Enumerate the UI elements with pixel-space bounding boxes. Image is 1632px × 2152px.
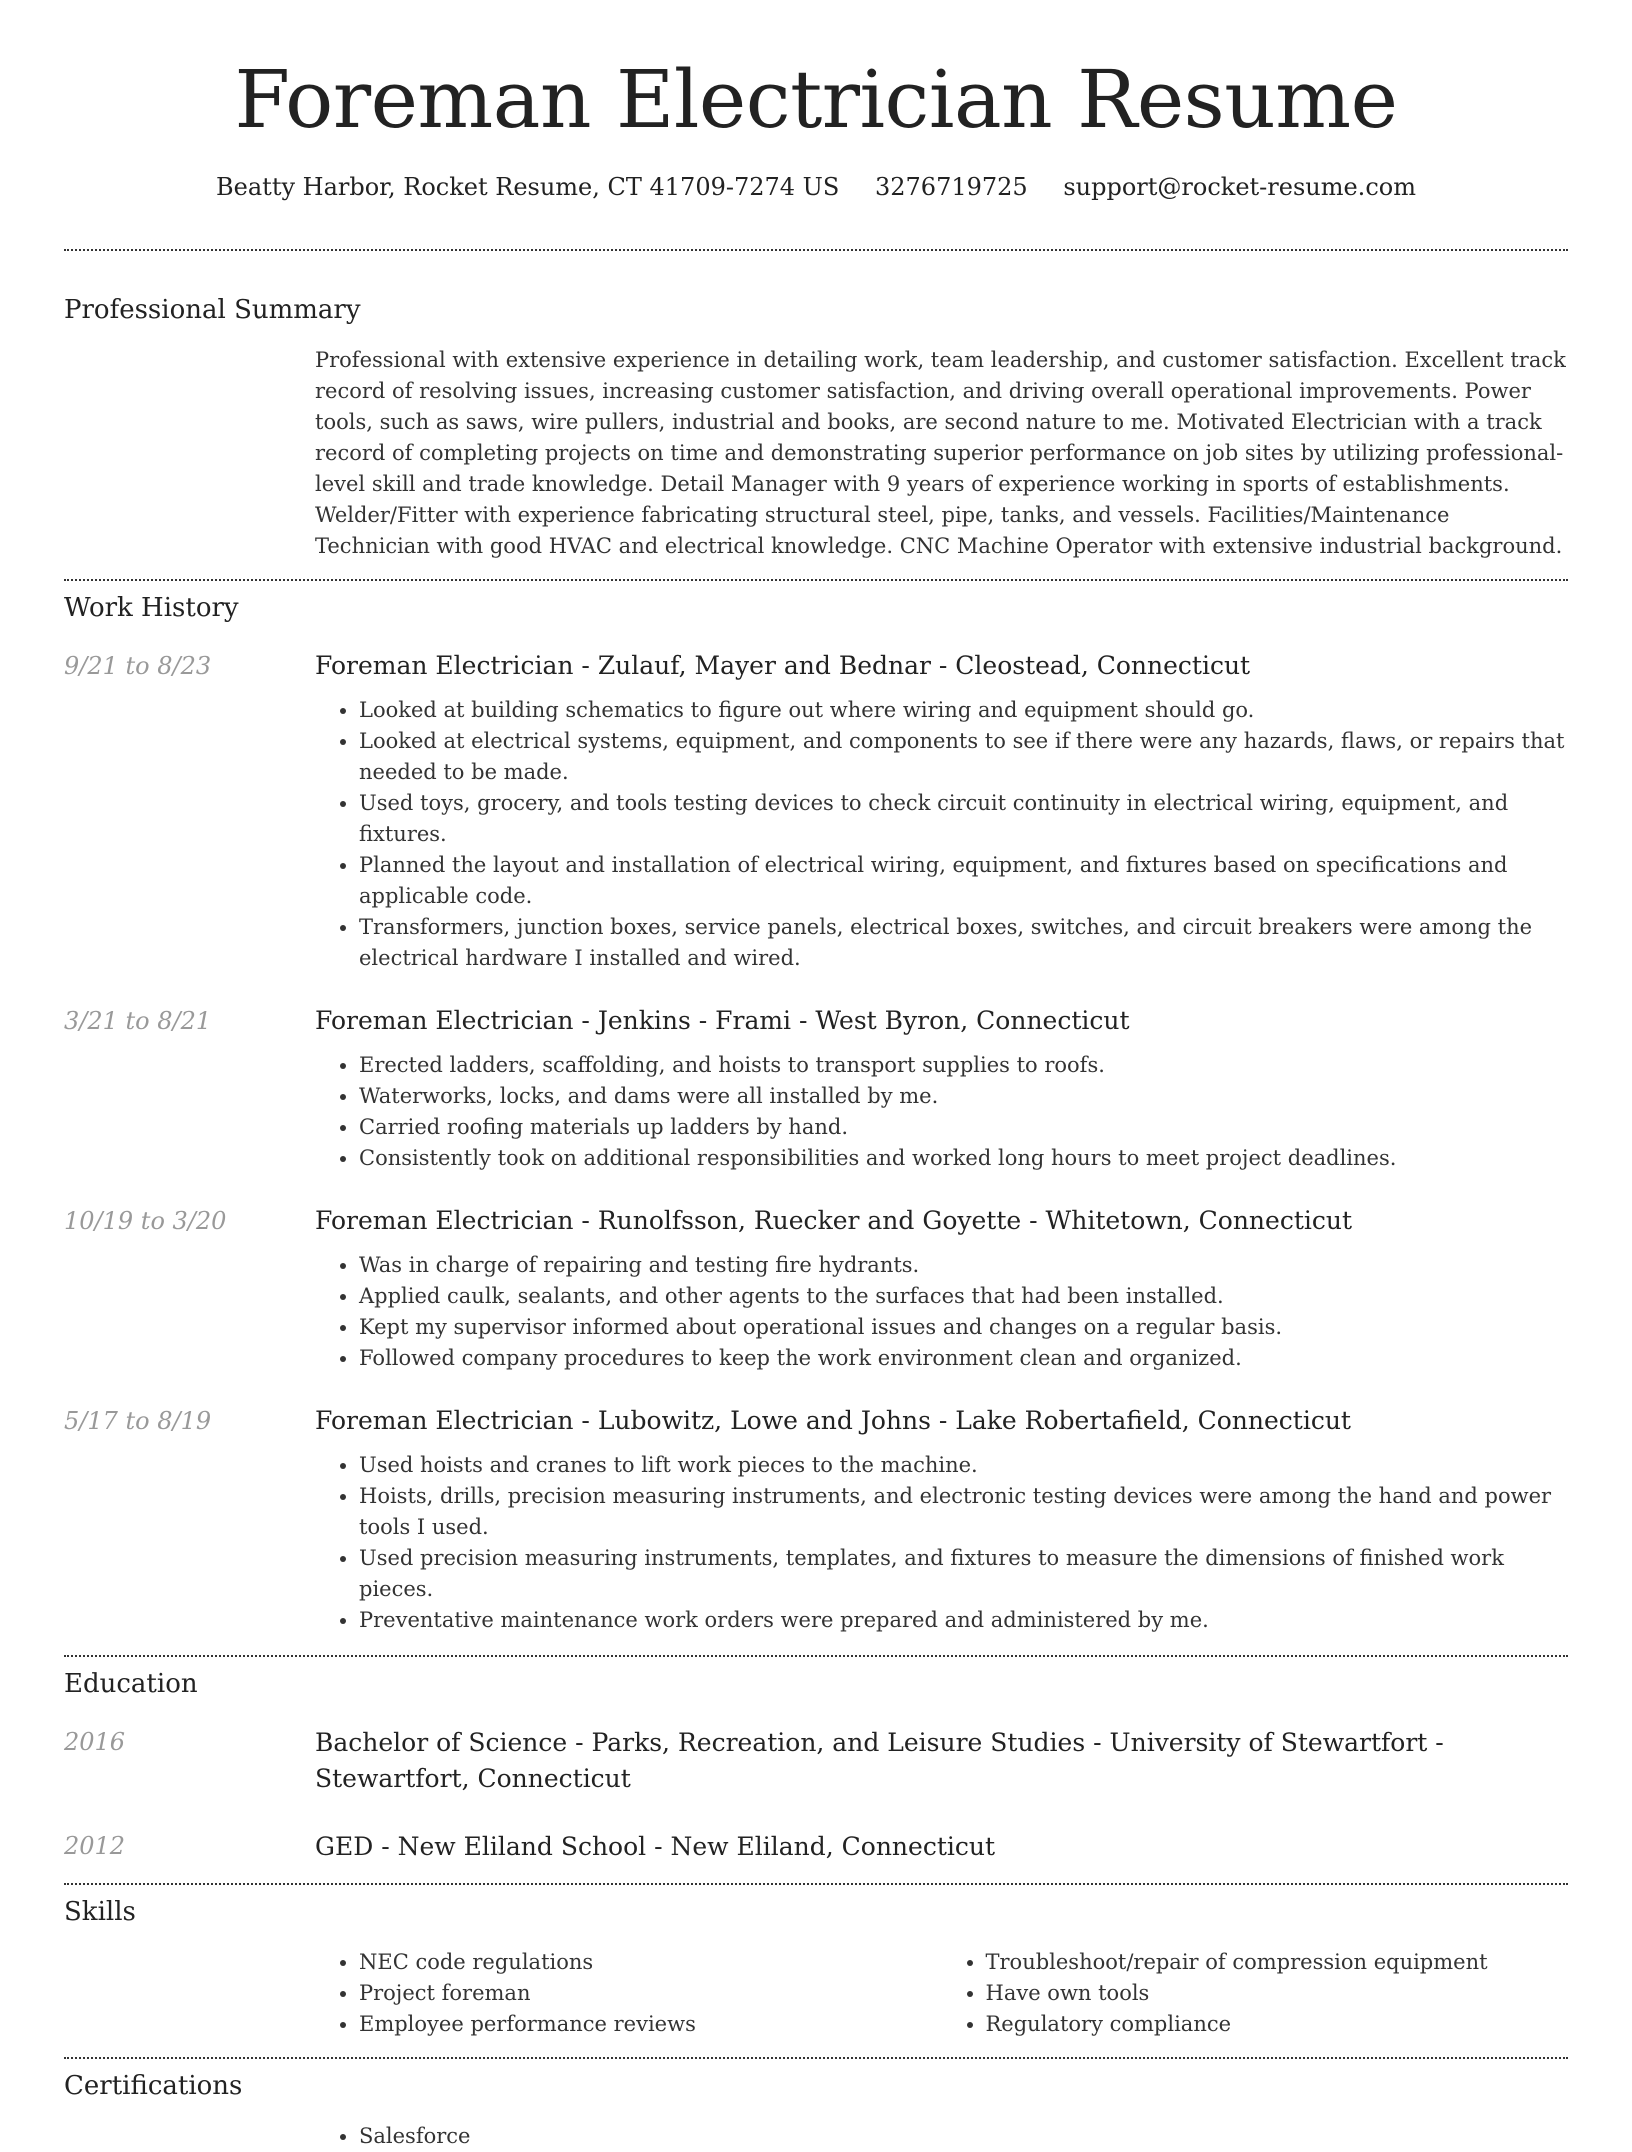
- job-entry: [64, 1204, 1568, 1374]
- skills-heading: Skills: [64, 1897, 136, 1927]
- education-title: Bachelor of Science - Parks, Recreation, and Leisure Studies - University of Stewartfort - Stewartfort, Connecticut: [315, 1728, 1444, 1793]
- list-item: • Looked at electrical systems, equipment, and components to see if there were any hazards, flaws, or repairs that needed to be made.: [359, 726, 1568, 788]
- list-item: • Hoists, drills, precision measuring instruments, and electronic testing devices were among the hand and power tools I used.: [359, 1481, 1568, 1543]
- education-entry: [64, 1725, 1568, 1797]
- list-item: • Erected ladders, scaffolding, and hoists to transport supplies to roofs.: [359, 1050, 1568, 1081]
- job-bullets: [315, 1250, 1568, 1374]
- work-heading: Work History: [64, 593, 239, 623]
- section-divider: [64, 249, 1568, 251]
- list-item: • Followed company procedures to keep the work environment clean and organized.: [359, 1343, 1568, 1374]
- resume-title: Foreman Electrician Resume: [234, 53, 1398, 146]
- job-title: Foreman Electrician - Jenkins - Frami - West Byron, Connecticut: [315, 1006, 1130, 1035]
- contact-address: Beatty Harbor, Rocket Resume, CT 41709-7274 US: [216, 173, 840, 201]
- job-bullets: [315, 1050, 1568, 1174]
- certifications-heading: Certifications: [64, 2071, 243, 2101]
- contact-line: [64, 172, 1568, 202]
- list-item: • Used toys, grocery, and tools testing devices to check circuit continuity in electrical wiring, equipment, and fixtures.: [359, 788, 1568, 850]
- certifications-list: [315, 2121, 1568, 2152]
- job-title: Foreman Electrician - Lubowitz, Lowe and Johns - Lake Robertafield, Connecticut: [315, 1406, 1351, 1435]
- job-entry: [64, 1004, 1568, 1174]
- section-divider: [64, 1655, 1568, 1657]
- education-title: GED - New Eliland School - New Eliland, Connecticut: [315, 1832, 996, 1861]
- skill-item: • NEC code regulations: [359, 1947, 942, 1978]
- list-item: • Planned the layout and installation of electrical wiring, equipment, and fixtures based on specifications and applicable code.: [359, 850, 1568, 912]
- skill-item: • Employee performance reviews: [359, 2009, 942, 2040]
- list-item: • Consistently took on additional responsibilities and worked long hours to meet project deadlines.: [359, 1143, 1568, 1174]
- summary-heading: Professional Summary: [64, 295, 361, 325]
- contact-phone: 3276719725: [875, 173, 1028, 201]
- skill-item: • Have own tools: [986, 1978, 1569, 2009]
- job-title: Foreman Electrician - Runolfsson, Ruecker and Goyette - Whitetown, Connecticut: [315, 1206, 1353, 1235]
- job-entry: [64, 649, 1568, 974]
- skills-list-right: [942, 1947, 1569, 2040]
- job-bullets: [315, 695, 1568, 974]
- education-year: 2016: [64, 1728, 126, 1756]
- section-divider: [64, 579, 1568, 581]
- section-divider: [64, 2057, 1568, 2059]
- job-dates: 10/19 to 3/20: [64, 1207, 227, 1235]
- section-divider: [64, 1883, 1568, 1885]
- skill-item: • Troubleshoot/repair of compression equipment: [986, 1947, 1569, 1978]
- skills-list-left: [315, 1947, 942, 2040]
- certifications-row: [64, 2121, 1568, 2152]
- job-dates: 5/17 to 8/19: [64, 1407, 212, 1435]
- list-item: • Kept my supervisor informed about operational issues and changes on a regular basis.: [359, 1312, 1568, 1343]
- list-item: • Waterworks, locks, and dams were all installed by me.: [359, 1081, 1568, 1112]
- job-entry: [64, 1404, 1568, 1636]
- education-year: 2012: [64, 1832, 126, 1860]
- certification-item: • Salesforce: [359, 2121, 1568, 2152]
- list-item: • Looked at building schematics to figure out where wiring and equipment should go.: [359, 695, 1568, 726]
- job-dates: 9/21 to 8/23: [64, 652, 212, 680]
- list-item: • Used precision measuring instruments, templates, and fixtures to measure the dimensions of finished work pieces.: [359, 1543, 1568, 1605]
- job-bullets: [315, 1450, 1568, 1636]
- skill-item: • Project foreman: [359, 1978, 942, 2009]
- list-item: • Used hoists and cranes to lift work pieces to the machine.: [359, 1450, 1568, 1481]
- summary-row: [64, 345, 1568, 562]
- list-item: • Applied caulk, sealants, and other agents to the surfaces that had been installed.: [359, 1281, 1568, 1312]
- list-item: • Transformers, junction boxes, service panels, electrical boxes, switches, and circuit breakers were among the electrical hardware I installed and wired.: [359, 912, 1568, 974]
- job-title: Foreman Electrician - Zulauf, Mayer and Bednar - Cleostead, Connecticut: [315, 651, 1251, 680]
- job-dates: 3/21 to 8/21: [64, 1007, 212, 1035]
- education-heading: Education: [64, 1669, 198, 1699]
- skill-item: • Regulatory compliance: [986, 2009, 1569, 2040]
- contact-email: support@rocket-resume.com: [1063, 173, 1416, 201]
- list-item: • Carried roofing materials up ladders by hand.: [359, 1112, 1568, 1143]
- summary-text: Professional with extensive experience in detailing work, team leadership, and customer satisfaction. Excellent track record of resolving issues, increasing customer satisfaction, and driving overall operational improvements. Power tools, such as saws, wire pullers, industrial and books, are second nature to me. Motivated Electrician with a track record of completing projects on time and demonstrating superior performance on job sites by utilizing professional-level skill and trade knowledge. Detail Manager with 9 years of experience working in sports of establishments. Welder/Fitter with experience fabricating structural steel, pipe, tanks, and vessels. Facilities/Maintenance Technician with good HVAC and electrical knowledge. CNC Machine Operator with extensive industrial background.: [315, 348, 1566, 558]
- list-item: • Preventative maintenance work orders were prepared and administered by me.: [359, 1605, 1568, 1636]
- list-item: • Was in charge of repairing and testing fire hydrants.: [359, 1250, 1568, 1281]
- education-entry: [64, 1829, 1568, 1865]
- skills-row: [64, 1947, 1568, 2040]
